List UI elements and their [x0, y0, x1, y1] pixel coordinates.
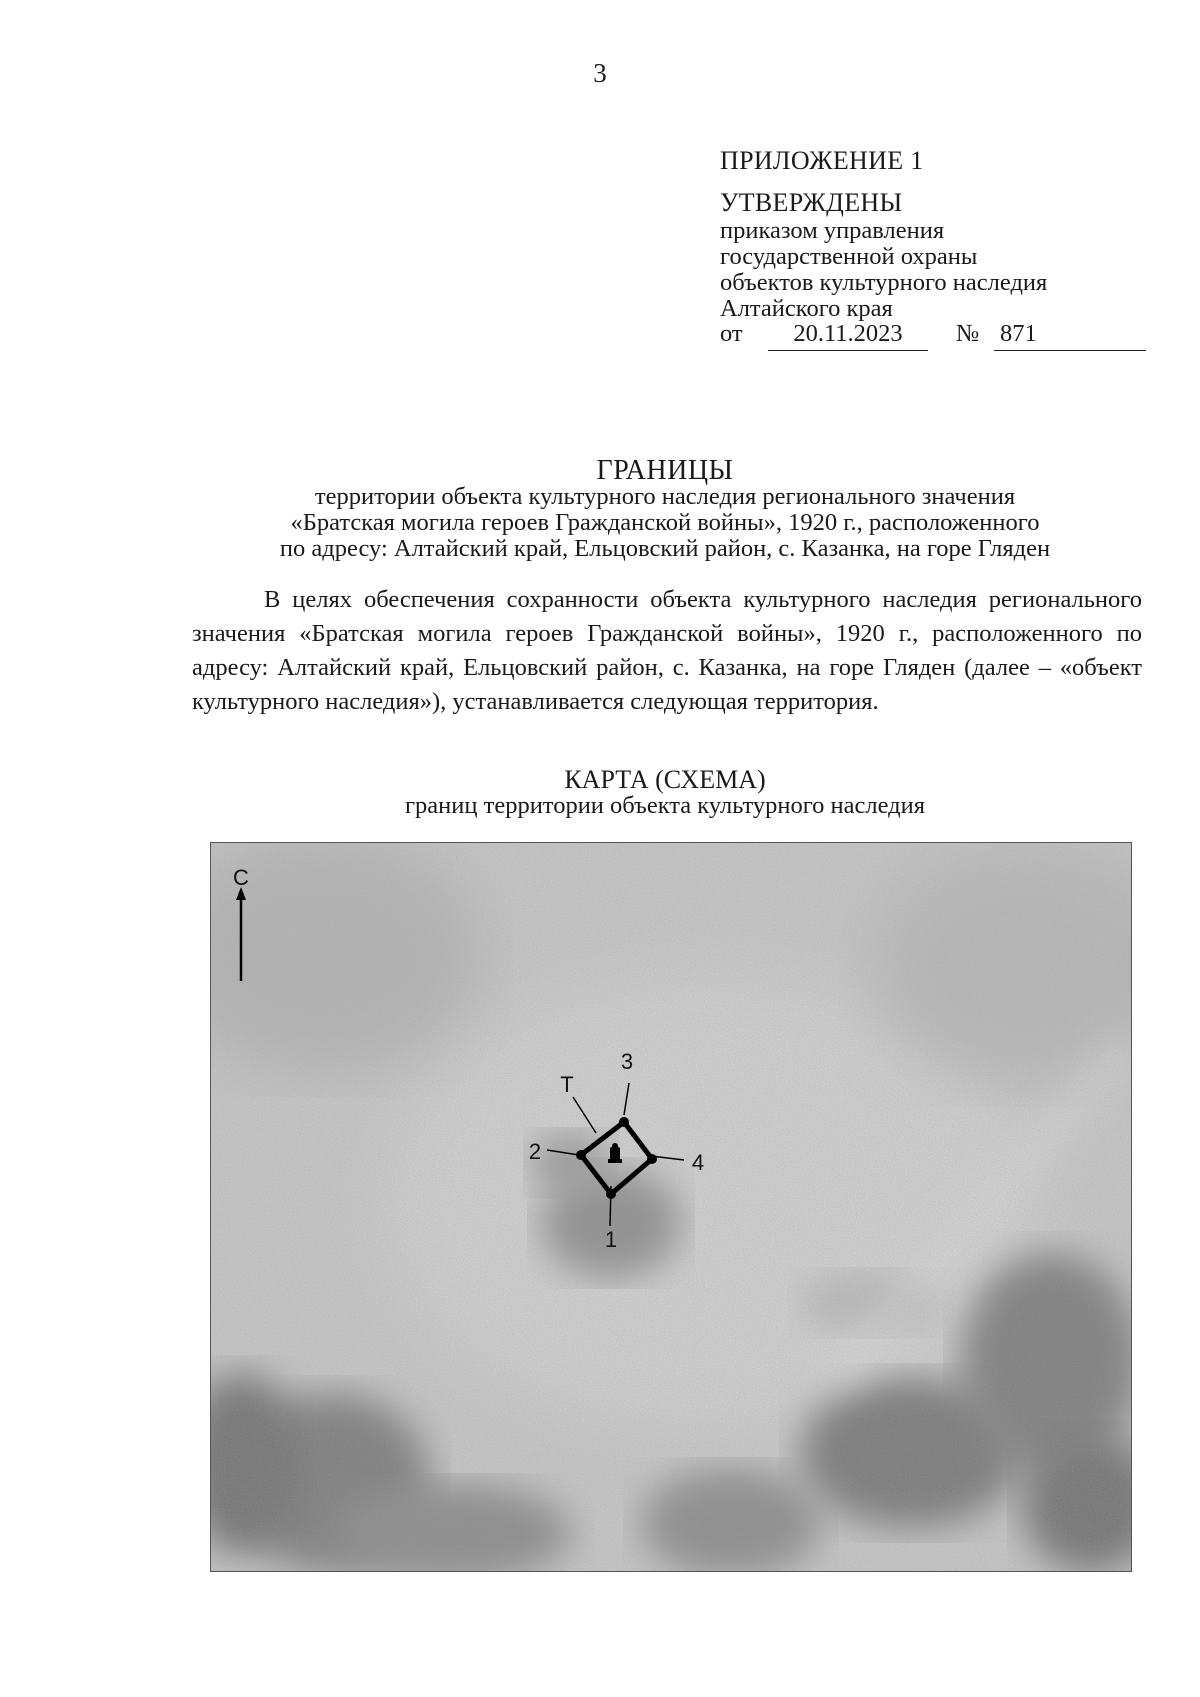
point-label-2: 2: [528, 1139, 542, 1164]
order-date: 20.11.2023: [768, 320, 928, 351]
point-label-1: 1: [604, 1227, 618, 1252]
boundary-point-4: [647, 1154, 657, 1164]
boundary-point-1: [606, 1189, 616, 1199]
north-label: С: [233, 865, 249, 890]
body-paragraph: В целях обеспечения сохранности объекта культурного наследия регионального значения «Братская могила героев Гражданской войны», 1920 г., расположенного по адресу: Алтайский край, Ельцовский район, с. Казанка, на горе Гляден (далее – «объект культурного наследия»), устанавливается следующая территория.: [192, 586, 1142, 715]
page-number: 3: [593, 58, 607, 88]
order-number-label: №: [956, 320, 980, 347]
order-from-label: от: [720, 320, 743, 347]
document-subtitle-line: по адресу: Алтайский край, Ельцовский район, с. Казанка, на горе Гляден: [279, 535, 1051, 562]
boundary-point-2: [576, 1150, 586, 1160]
order-number: 871: [994, 320, 1146, 351]
approval-line: приказом управления: [720, 217, 945, 244]
boundary-map: [210, 842, 1132, 1572]
order-details: [720, 320, 1150, 356]
point-label-t: Т: [560, 1072, 574, 1097]
approval-line: Алтайского края: [720, 295, 893, 322]
appendix-label: ПРИЛОЖЕНИЕ 1: [720, 146, 924, 175]
approved-label: УТВЕРЖДЕНЫ: [720, 188, 903, 217]
point-label-3: 3: [620, 1049, 634, 1074]
document-subtitle-line: «Братская могила героев Гражданской войны», 1920 г., расположенного: [290, 509, 1040, 536]
terrain-background: [211, 843, 1131, 1571]
boundary-point-3: [619, 1117, 629, 1127]
point-label-4: 4: [691, 1150, 705, 1175]
map-image: [211, 843, 1131, 1571]
approval-line: государственной охраны: [720, 243, 978, 270]
map-subtitle: границ территории объекта культурного наследия: [404, 792, 926, 819]
document-title: ГРАНИЦЫ: [596, 455, 734, 486]
document-subtitle-line: территории объекта культурного наследия регионального значения: [314, 483, 1016, 510]
approval-line: объектов культурного наследия: [720, 269, 1048, 296]
map-title: КАРТА (СХЕМА): [564, 765, 766, 794]
